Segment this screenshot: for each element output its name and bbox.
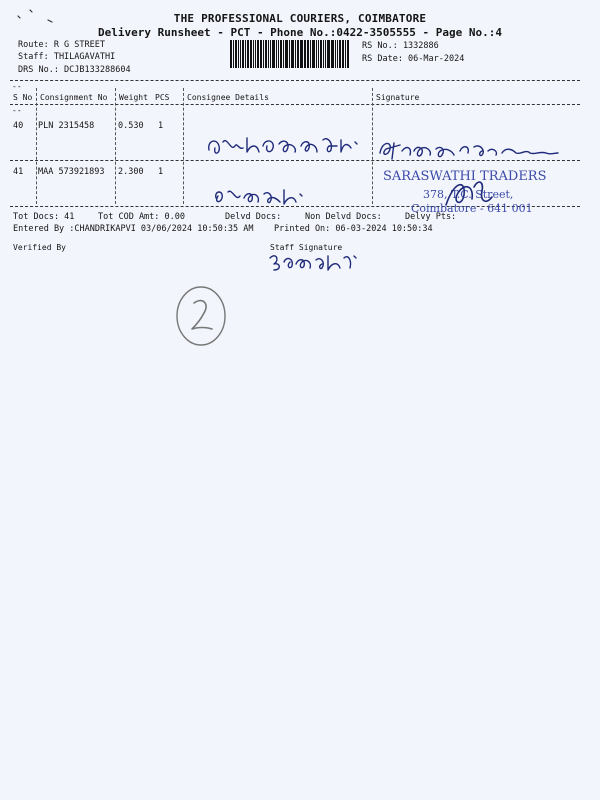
route-label: Route: R G STREET (18, 40, 105, 50)
barcode-bar (255, 40, 256, 68)
barcode-bar (253, 40, 254, 68)
barcode-bar (332, 40, 334, 68)
barcode-bar (278, 40, 280, 68)
barcode-bar (257, 40, 259, 68)
barcode-bar (276, 40, 277, 68)
barcode-bar (240, 40, 241, 68)
stamp-address-line: 378, T.C. Street, (423, 188, 514, 201)
barcode-bar (235, 40, 238, 68)
company-title: THE PROFESSIONAL COURIERS, COIMBATORE (173, 12, 427, 25)
divider-header (10, 104, 580, 105)
barcode-bar (297, 40, 299, 68)
barcode-bar (291, 40, 292, 68)
handwritten-consignee-name (205, 132, 370, 160)
stamp-signature-scribble (440, 175, 500, 213)
barcode-bar (325, 40, 326, 68)
delivery-points: Delvy Pts: (405, 212, 457, 222)
barcode-bar (289, 40, 290, 68)
entered-by: Entered By :CHANDRIKAPVI 03/06/2024 10:50:35 AM (13, 224, 254, 234)
barcode-bar (335, 40, 336, 68)
staff-signature-handwriting (266, 250, 361, 274)
barcode-bar (233, 40, 234, 68)
barcode-bar (242, 40, 244, 68)
barcode-bar (331, 40, 332, 68)
barcode-bar (312, 40, 315, 68)
handwritten-consignee-name (210, 184, 310, 208)
barcode-bar (245, 40, 246, 68)
table-row-consignment: MAA 573921893 (38, 167, 105, 177)
table-row-consignment: PLN 2315458 (38, 121, 95, 131)
dash-mark: -- (12, 82, 22, 91)
barcode-bar (263, 40, 264, 68)
staff-label: Staff: THILAGAVATHI (18, 52, 116, 62)
barcode-bar (318, 40, 319, 68)
barcode-bar (300, 40, 303, 68)
non-delivered-docs: Non Delvd Docs: (305, 212, 382, 222)
rs-number: RS No.: 1332886 (362, 41, 439, 51)
barcode-bar (295, 40, 296, 68)
corner-ink-marks (14, 6, 64, 26)
barcode-bar (285, 40, 288, 68)
barcode-bar (250, 40, 252, 68)
total-docs: Tot Docs: 41 (13, 212, 75, 222)
barcode-bar (272, 40, 275, 68)
rs-date: RS Date: 06-Mar-2024 (362, 54, 465, 64)
table-row-sno: 40 (13, 121, 24, 131)
printed-on: Printed On: 06-03-2024 10:50:34 (274, 224, 433, 234)
barcode-bar (327, 40, 330, 68)
barcode-bar (339, 40, 341, 68)
col-header-sno: S No (13, 93, 33, 102)
col-divider (115, 88, 116, 204)
barcode-bar (345, 40, 346, 68)
barcode-bar (305, 40, 306, 68)
barcode-bar (310, 40, 311, 68)
col-header-weight: Weight (119, 93, 148, 102)
table-row-pcs: 1 (158, 167, 164, 177)
barcode-bar (238, 40, 239, 68)
pencil-circled-mark (172, 283, 232, 351)
runsheet-subtitle: Delivery Runsheet - PCT - Phone No.:0422-3505555 - Page No.:4 (98, 26, 502, 39)
barcode-bar (283, 40, 284, 68)
barcode-bar (342, 40, 345, 68)
barcode-bar (230, 40, 232, 68)
col-header-details: Consignee Details (187, 93, 269, 102)
table-row-weight: 0.530 (118, 121, 144, 131)
col-header-consignment: Consignment No (40, 93, 108, 102)
dash-mark: -- (12, 106, 22, 115)
barcode-bar (260, 40, 263, 68)
barcode-bar (323, 40, 324, 68)
barcode-bar (280, 40, 282, 68)
barcode-bar (320, 40, 322, 68)
barcode-bar (316, 40, 318, 68)
drs-number: DRS No.: DCJB133288604 (18, 65, 131, 75)
barcode-bar (347, 40, 349, 68)
stamp-address-line: Coimbatore - 641 001 (411, 202, 533, 215)
handwritten-signature (376, 137, 561, 163)
table-row-pcs: 1 (158, 121, 164, 131)
total-cod-amount: Tot COD Amt: 0.00 (98, 212, 185, 222)
divider-top (10, 80, 580, 81)
barcode-bar (337, 40, 338, 68)
table-row-weight: 2.300 (118, 167, 144, 177)
delivered-docs: Delvd Docs: (225, 212, 282, 222)
barcode (230, 40, 350, 68)
stamp-name: SARASWATHI TRADERS (383, 169, 547, 184)
barcode-bar (304, 40, 305, 68)
col-divider (183, 88, 184, 204)
table-row-sno: 41 (13, 167, 24, 177)
barcode-bar (247, 40, 250, 68)
col-header-signature: Signature (376, 93, 420, 102)
staff-signature-label: Staff Signature (270, 243, 343, 252)
barcode-bar (265, 40, 267, 68)
col-divider (36, 88, 37, 204)
barcode-bar (268, 40, 269, 68)
barcode-bar (270, 40, 271, 68)
verified-by-label: Verified By (13, 243, 66, 252)
col-header-pcs: PCS (155, 93, 170, 102)
barcode-bar (292, 40, 294, 68)
col-divider (372, 88, 373, 204)
barcode-bar (307, 40, 309, 68)
